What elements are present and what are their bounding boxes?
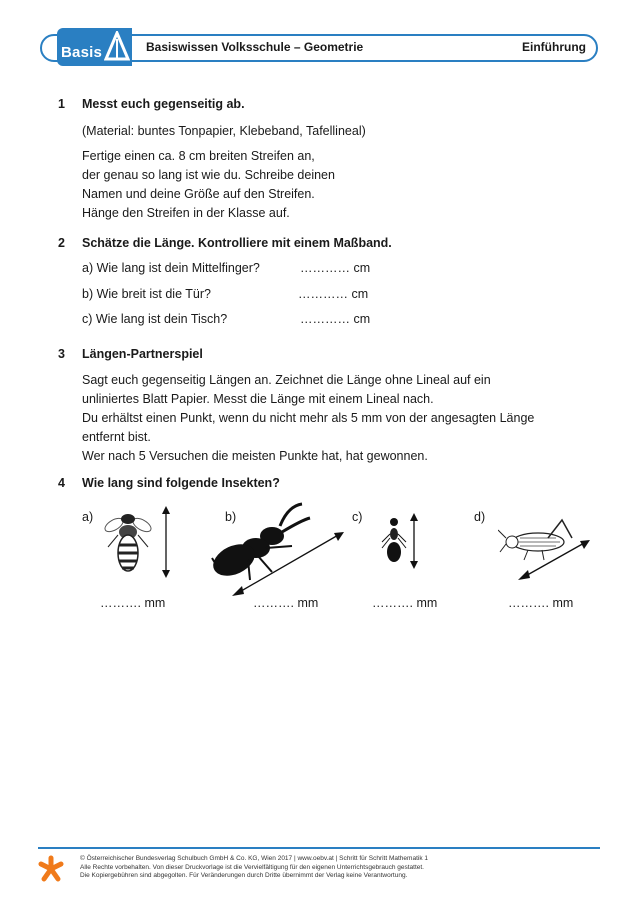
insect-b-answer[interactable]: ………. mm: [253, 596, 319, 610]
header-title: Basiswissen Volksschule – Geometrie: [146, 40, 364, 54]
stag-beetle-icon: [210, 498, 345, 598]
task-4-number: 4: [58, 476, 65, 490]
task-4-title: Wie lang sind folgende Insekten?: [82, 476, 280, 490]
text-line: Hänge den Streifen in der Klasse auf.: [82, 206, 290, 220]
task-3-number: 3: [58, 347, 65, 361]
logo-text: Basis: [61, 44, 103, 61]
insect-a-answer[interactable]: ………. mm: [100, 596, 166, 610]
footer-copyright: [80, 855, 428, 881]
question-b: b) Wie breit ist die Tür?: [82, 287, 211, 301]
answer-field-c[interactable]: ………… cm: [300, 312, 371, 326]
text-line: Sagt euch gegenseitig Längen an. Zeichnet die Länge ohne Lineal auf ein: [82, 373, 491, 387]
answer-field-a[interactable]: ………… cm: [300, 261, 371, 275]
task-2-number: 2: [58, 236, 65, 250]
text-line: Fertige einen ca. 8 cm breiten Streifen an,: [82, 149, 315, 163]
insect-c-label: c): [352, 510, 363, 524]
text-line: Namen und deine Größe auf den Streifen.: [82, 187, 315, 201]
insect-b-label: b): [225, 510, 237, 524]
bee-icon: [100, 505, 180, 580]
task-1-number: 1: [58, 97, 65, 111]
insect-d-answer[interactable]: ………. mm: [508, 596, 574, 610]
text-line: unliniertes Blatt Papier. Messt die Länge mit einem Lineal nach.: [82, 392, 434, 406]
insect-d-label: d): [474, 510, 486, 524]
footer-line: © Österreichischer Bundesverlag Schulbuch GmbH & Co. KG, Wien 2017 | www.oebv.at | Schritt für Schritt Mathematik 1: [80, 855, 428, 862]
question-a: a) Wie lang ist dein Mittelfinger?: [82, 261, 260, 275]
header-section-label: Einführung: [522, 40, 586, 54]
task-3-instructions: [82, 371, 534, 466]
footer-divider: [38, 847, 600, 849]
footer-line: Alle Rechte vorbehalten. Von dieser Druckvorlage ist die Vervielfältigung für den eigenen Unterrichtsgebrauch gestattet.: [80, 863, 424, 871]
footer-line: Die Kopiergebühren sind abgegolten. Für Veränderungen durch Dritte übernimmt der Verlag keine Verantwortung.: [80, 872, 408, 879]
insect-a-label: a): [82, 510, 94, 524]
material-line: (Material: buntes Tonpapier, Klebeband, Tafellineal): [82, 124, 366, 138]
task-1-instructions: [82, 147, 335, 223]
question-c: c) Wie lang ist dein Tisch?: [82, 312, 228, 326]
insect-c-answer[interactable]: ………. mm: [372, 596, 438, 610]
text-line: der genau so lang ist wie du. Schreibe deinen: [82, 168, 335, 182]
task-1-material: [82, 122, 366, 141]
task-2-title: Schätze die Länge. Kontrolliere mit einem Maßband.: [82, 236, 392, 250]
text-line: Wer nach 5 Versuchen die meisten Punkte hat, hat gewonnen.: [82, 449, 428, 463]
cricket-icon: [498, 512, 593, 587]
task-3-title: Längen-Partnerspiel: [82, 347, 203, 361]
basis-logo: [57, 28, 132, 66]
answer-field-b[interactable]: ………… cm: [298, 287, 369, 301]
task-1-title: Messt euch gegenseitig ab.: [82, 97, 245, 111]
triangle-ruler-icon: [104, 31, 130, 61]
text-line: entfernt bist.: [82, 430, 151, 444]
text-line: Du erhältst einen Punkt, wenn du nicht mehr als 5 mm von der angesagten Länge: [82, 411, 535, 425]
ant-icon: [378, 512, 428, 572]
publisher-logo-icon: [38, 855, 64, 883]
